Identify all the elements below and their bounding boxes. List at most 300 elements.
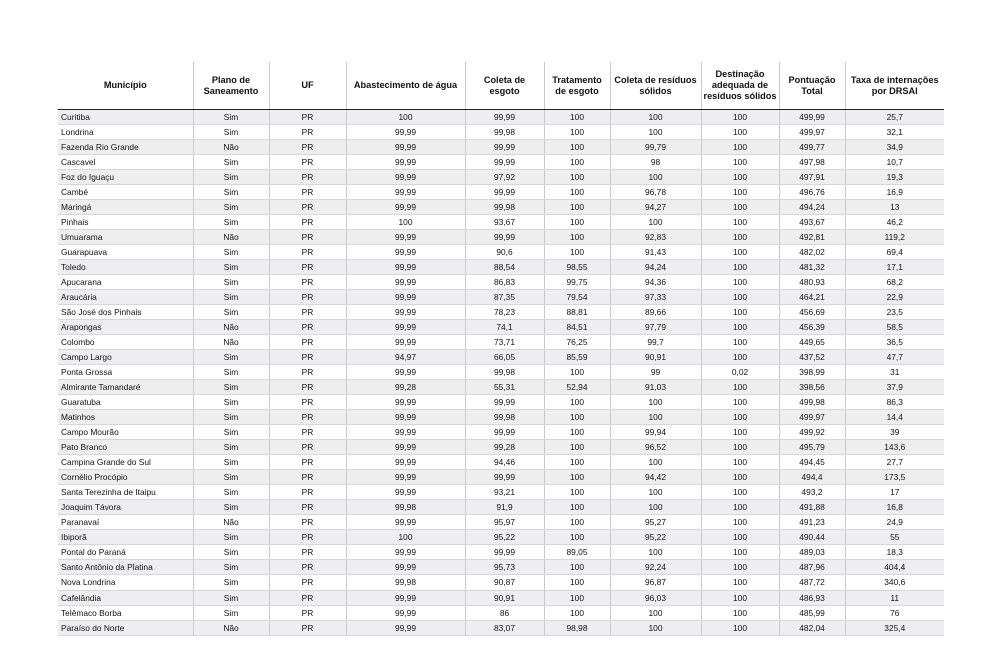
column-header: UF bbox=[269, 62, 346, 110]
table-cell: 96,78 bbox=[610, 185, 701, 200]
table-cell: 99,99 bbox=[465, 230, 544, 245]
table-cell: 99,99 bbox=[346, 440, 465, 455]
table-cell: 398,99 bbox=[779, 365, 845, 380]
municipality-cell: Toledo bbox=[58, 260, 193, 275]
table-cell: Não bbox=[193, 140, 269, 155]
table-cell: 100 bbox=[701, 350, 779, 365]
table-cell: 100 bbox=[610, 395, 701, 410]
table-cell: 100 bbox=[544, 530, 610, 545]
table-cell: 92,24 bbox=[610, 560, 701, 575]
table-cell: PR bbox=[269, 560, 346, 575]
municipality-cell: Londrina bbox=[58, 125, 193, 140]
table-cell: 16,8 bbox=[845, 500, 944, 515]
municipality-cell: Nova Londrina bbox=[58, 575, 193, 590]
table-row bbox=[58, 320, 944, 335]
table-cell: 36,5 bbox=[845, 335, 944, 350]
table-cell: 31 bbox=[845, 365, 944, 380]
table-cell: 99,99 bbox=[346, 470, 465, 485]
table-cell: 85,59 bbox=[544, 350, 610, 365]
table-cell: PR bbox=[269, 470, 346, 485]
table-cell: PR bbox=[269, 365, 346, 380]
table-cell: 100 bbox=[610, 455, 701, 470]
table-cell: 99,99 bbox=[465, 185, 544, 200]
table-cell: 87,35 bbox=[465, 290, 544, 305]
table-cell: 23,5 bbox=[845, 305, 944, 320]
table-cell: 464,21 bbox=[779, 290, 845, 305]
table-cell: 487,96 bbox=[779, 560, 845, 575]
table-row bbox=[58, 485, 944, 500]
table-cell: 100 bbox=[544, 155, 610, 170]
table-header-row bbox=[58, 62, 944, 110]
table-cell: 100 bbox=[610, 170, 701, 185]
table-cell: 499,92 bbox=[779, 425, 845, 440]
table-cell: 99,99 bbox=[346, 620, 465, 635]
table-cell: 10,7 bbox=[845, 155, 944, 170]
table-cell: 25,7 bbox=[845, 110, 944, 125]
municipality-cell: Campina Grande do Sul bbox=[58, 455, 193, 470]
table-cell: 74,1 bbox=[465, 320, 544, 335]
municipality-cell: Pinhais bbox=[58, 215, 193, 230]
table-cell: 100 bbox=[701, 485, 779, 500]
table-row bbox=[58, 200, 944, 215]
table-cell: 76 bbox=[845, 605, 944, 620]
table-cell: 100 bbox=[544, 110, 610, 125]
municipality-cell: Matinhos bbox=[58, 410, 193, 425]
table-cell: 86 bbox=[465, 605, 544, 620]
table-cell: 100 bbox=[544, 365, 610, 380]
table-cell: 100 bbox=[701, 275, 779, 290]
table-cell: 99,99 bbox=[346, 545, 465, 560]
table-cell: 69,4 bbox=[845, 245, 944, 260]
table-cell: 100 bbox=[701, 425, 779, 440]
table-cell: 456,39 bbox=[779, 320, 845, 335]
table-row bbox=[58, 425, 944, 440]
table-cell: 100 bbox=[701, 185, 779, 200]
table-cell: 100 bbox=[701, 575, 779, 590]
table-row bbox=[58, 140, 944, 155]
column-header: Abastecimento de água bbox=[346, 62, 465, 110]
table-cell: 398,56 bbox=[779, 380, 845, 395]
table-cell: 93,67 bbox=[465, 215, 544, 230]
table-cell: PR bbox=[269, 440, 346, 455]
table-row bbox=[58, 590, 944, 605]
table-cell: 99,98 bbox=[465, 410, 544, 425]
table-cell: 78,23 bbox=[465, 305, 544, 320]
table-cell: 100 bbox=[701, 170, 779, 185]
table-cell: 489,03 bbox=[779, 545, 845, 560]
municipality-cell: Cornélio Procópio bbox=[58, 470, 193, 485]
table-cell: 490,44 bbox=[779, 530, 845, 545]
table-cell: 100 bbox=[701, 215, 779, 230]
table-cell: 95,97 bbox=[465, 515, 544, 530]
municipality-cell: Umuarama bbox=[58, 230, 193, 245]
table-cell: PR bbox=[269, 380, 346, 395]
table-cell: 143,6 bbox=[845, 440, 944, 455]
table-cell: PR bbox=[269, 140, 346, 155]
table-cell: 496,76 bbox=[779, 185, 845, 200]
table-cell: 52,94 bbox=[544, 380, 610, 395]
municipality-cell: Arapongas bbox=[58, 320, 193, 335]
table-cell: 100 bbox=[701, 290, 779, 305]
table-cell: 100 bbox=[701, 260, 779, 275]
table-cell: Não bbox=[193, 320, 269, 335]
table-cell: 499,98 bbox=[779, 395, 845, 410]
table-cell: 100 bbox=[701, 335, 779, 350]
table-cell: PR bbox=[269, 545, 346, 560]
table-cell: 100 bbox=[701, 455, 779, 470]
table-cell: 96,87 bbox=[610, 575, 701, 590]
table-row bbox=[58, 260, 944, 275]
table-cell: 100 bbox=[610, 125, 701, 140]
table-cell: 99,99 bbox=[346, 425, 465, 440]
table-cell: 100 bbox=[544, 440, 610, 455]
table-cell: Sim bbox=[193, 560, 269, 575]
table-row bbox=[58, 560, 944, 575]
municipality-cell: Almirante Tamandaré bbox=[58, 380, 193, 395]
table-cell: 98,98 bbox=[544, 620, 610, 635]
table-cell: Sim bbox=[193, 605, 269, 620]
table-cell: 100 bbox=[701, 140, 779, 155]
column-header: Coleta de esgoto bbox=[465, 62, 544, 110]
table-cell: 100 bbox=[610, 215, 701, 230]
table-cell: PR bbox=[269, 290, 346, 305]
table-cell: 46,2 bbox=[845, 215, 944, 230]
table-cell: 487,72 bbox=[779, 575, 845, 590]
table-cell: PR bbox=[269, 455, 346, 470]
table-cell: 99,99 bbox=[346, 455, 465, 470]
table-cell: Sim bbox=[193, 410, 269, 425]
table-cell: PR bbox=[269, 575, 346, 590]
table-cell: PR bbox=[269, 320, 346, 335]
table-cell: 98 bbox=[610, 155, 701, 170]
table-cell: 99,99 bbox=[346, 170, 465, 185]
table-cell: 493,2 bbox=[779, 485, 845, 500]
table-cell: 100 bbox=[701, 440, 779, 455]
table-cell: 100 bbox=[701, 200, 779, 215]
municipality-cell: Cascavel bbox=[58, 155, 193, 170]
table-cell: 99,99 bbox=[346, 395, 465, 410]
table-cell: Sim bbox=[193, 305, 269, 320]
table-cell: 482,04 bbox=[779, 620, 845, 635]
table-row bbox=[58, 530, 944, 545]
table-cell: 99,99 bbox=[465, 110, 544, 125]
table-cell: PR bbox=[269, 200, 346, 215]
table-cell: 449,65 bbox=[779, 335, 845, 350]
table-cell: 37,9 bbox=[845, 380, 944, 395]
municipality-cell: Pontal do Paraná bbox=[58, 545, 193, 560]
table-cell: 100 bbox=[346, 110, 465, 125]
table-cell: 100 bbox=[544, 455, 610, 470]
table-cell: 99,99 bbox=[346, 275, 465, 290]
table-cell: 340,6 bbox=[845, 575, 944, 590]
table-cell: 99,99 bbox=[346, 365, 465, 380]
municipality-cell: Joaquim Távora bbox=[58, 500, 193, 515]
table-cell: 99 bbox=[610, 365, 701, 380]
table-cell: 100 bbox=[701, 245, 779, 260]
table-cell: 99,99 bbox=[465, 395, 544, 410]
table-row bbox=[58, 185, 944, 200]
municipality-cell: Campo Largo bbox=[58, 350, 193, 365]
table-cell: PR bbox=[269, 185, 346, 200]
municipality-cell: Paranavaí bbox=[58, 515, 193, 530]
table-cell: Sim bbox=[193, 200, 269, 215]
table-cell: 100 bbox=[544, 560, 610, 575]
column-header: Pontuação Total bbox=[779, 62, 845, 110]
table-cell: 499,97 bbox=[779, 125, 845, 140]
table-cell: 94,97 bbox=[346, 350, 465, 365]
table-cell: 90,91 bbox=[465, 590, 544, 605]
table-cell: 99,99 bbox=[346, 305, 465, 320]
table-cell: Sim bbox=[193, 155, 269, 170]
municipality-cell: Telêmaco Borba bbox=[58, 605, 193, 620]
table-cell: 58,5 bbox=[845, 320, 944, 335]
table-cell: 456,69 bbox=[779, 305, 845, 320]
table-row bbox=[58, 515, 944, 530]
table-cell: 404,4 bbox=[845, 560, 944, 575]
table-cell: 47,7 bbox=[845, 350, 944, 365]
municipality-cell: Ibiporã bbox=[58, 530, 193, 545]
table-cell: PR bbox=[269, 230, 346, 245]
municipality-cell: Cambé bbox=[58, 185, 193, 200]
column-header: Coleta de resíduos sólidos bbox=[610, 62, 701, 110]
table-row bbox=[58, 455, 944, 470]
table-cell: 482,02 bbox=[779, 245, 845, 260]
municipality-cell: Guarapuava bbox=[58, 245, 193, 260]
column-header: Taxa de internações por DRSAI bbox=[845, 62, 944, 110]
table-cell: Sim bbox=[193, 125, 269, 140]
table-cell: 492,81 bbox=[779, 230, 845, 245]
table-cell: PR bbox=[269, 530, 346, 545]
table-cell: 99,99 bbox=[346, 485, 465, 500]
table-cell: 100 bbox=[544, 605, 610, 620]
table-cell: 100 bbox=[544, 575, 610, 590]
table-cell: PR bbox=[269, 335, 346, 350]
table-row bbox=[58, 605, 944, 620]
table-cell: 13 bbox=[845, 200, 944, 215]
table-cell: 97,92 bbox=[465, 170, 544, 185]
table-row bbox=[58, 440, 944, 455]
table-row bbox=[58, 395, 944, 410]
table-cell: 55 bbox=[845, 530, 944, 545]
table-cell: PR bbox=[269, 245, 346, 260]
table-cell: 66,05 bbox=[465, 350, 544, 365]
table-cell: 73,71 bbox=[465, 335, 544, 350]
table-cell: 95,22 bbox=[465, 530, 544, 545]
table-cell: 499,99 bbox=[779, 110, 845, 125]
table-cell: 99,99 bbox=[346, 605, 465, 620]
table-cell: PR bbox=[269, 305, 346, 320]
table-cell: Sim bbox=[193, 290, 269, 305]
table-cell: Sim bbox=[193, 350, 269, 365]
table-cell: Sim bbox=[193, 110, 269, 125]
table-cell: PR bbox=[269, 260, 346, 275]
municipality-cell: Santa Terezinha de Itaipu bbox=[58, 485, 193, 500]
table-cell: 100 bbox=[544, 140, 610, 155]
table-cell: 99,99 bbox=[346, 200, 465, 215]
table-cell: 99,28 bbox=[346, 380, 465, 395]
table-row bbox=[58, 275, 944, 290]
table-cell: 480,93 bbox=[779, 275, 845, 290]
table-cell: 100 bbox=[701, 320, 779, 335]
table-row bbox=[58, 380, 944, 395]
table-cell: PR bbox=[269, 350, 346, 365]
table-cell: 96,52 bbox=[610, 440, 701, 455]
table-cell: Não bbox=[193, 335, 269, 350]
municipality-cell: Santo Antônio da Platina bbox=[58, 560, 193, 575]
table-cell: 100 bbox=[701, 110, 779, 125]
table-cell: 14,4 bbox=[845, 410, 944, 425]
table-cell: 100 bbox=[544, 170, 610, 185]
table-cell: 437,52 bbox=[779, 350, 845, 365]
table-cell: PR bbox=[269, 215, 346, 230]
table-row bbox=[58, 155, 944, 170]
table-cell: 100 bbox=[610, 545, 701, 560]
table-cell: 100 bbox=[610, 605, 701, 620]
table-row bbox=[58, 575, 944, 590]
table-cell: 99,99 bbox=[346, 335, 465, 350]
table-cell: 100 bbox=[544, 500, 610, 515]
table-cell: 100 bbox=[610, 410, 701, 425]
table-cell: PR bbox=[269, 410, 346, 425]
table-cell: PR bbox=[269, 605, 346, 620]
table-cell: 24,9 bbox=[845, 515, 944, 530]
table-cell: Sim bbox=[193, 530, 269, 545]
table-cell: 100 bbox=[544, 245, 610, 260]
table-cell: 89,66 bbox=[610, 305, 701, 320]
table-cell: 99,99 bbox=[346, 290, 465, 305]
table-cell: 68,2 bbox=[845, 275, 944, 290]
table-cell: Não bbox=[193, 515, 269, 530]
table-row bbox=[58, 350, 944, 365]
table-cell: PR bbox=[269, 125, 346, 140]
table-row bbox=[58, 470, 944, 485]
table-cell: 100 bbox=[544, 185, 610, 200]
municipality-cell: São José dos Pinhais bbox=[58, 305, 193, 320]
table-cell: 493,67 bbox=[779, 215, 845, 230]
table-cell: 99,94 bbox=[610, 425, 701, 440]
table-cell: 100 bbox=[544, 200, 610, 215]
table-cell: PR bbox=[269, 170, 346, 185]
municipality-cell: Fazenda Rio Grande bbox=[58, 140, 193, 155]
table-cell: Sim bbox=[193, 470, 269, 485]
table-cell: PR bbox=[269, 515, 346, 530]
column-header: Município bbox=[58, 62, 193, 110]
table-cell: 486,93 bbox=[779, 590, 845, 605]
table-cell: 16,9 bbox=[845, 185, 944, 200]
table-cell: Sim bbox=[193, 545, 269, 560]
column-header: Tratamento de esgoto bbox=[544, 62, 610, 110]
table-cell: Sim bbox=[193, 395, 269, 410]
table-cell: 76,25 bbox=[544, 335, 610, 350]
table-cell: 99,75 bbox=[544, 275, 610, 290]
table-cell: PR bbox=[269, 155, 346, 170]
municipality-cell: Ponta Grossa bbox=[58, 365, 193, 380]
table-cell: 100 bbox=[610, 110, 701, 125]
table-cell: 92,83 bbox=[610, 230, 701, 245]
table-cell: 100 bbox=[701, 620, 779, 635]
table-cell: 79,54 bbox=[544, 290, 610, 305]
table-cell: 99,98 bbox=[465, 125, 544, 140]
table-cell: 100 bbox=[544, 215, 610, 230]
municipality-cell: Apucarana bbox=[58, 275, 193, 290]
table-cell: 86,83 bbox=[465, 275, 544, 290]
table-cell: 95,27 bbox=[610, 515, 701, 530]
municipality-cell: Foz do Iguaçu bbox=[58, 170, 193, 185]
table-row bbox=[58, 170, 944, 185]
table-cell: 99,79 bbox=[610, 140, 701, 155]
table-row bbox=[58, 215, 944, 230]
table-cell: 173,5 bbox=[845, 470, 944, 485]
table-cell: 99,99 bbox=[346, 320, 465, 335]
table-cell: 17,1 bbox=[845, 260, 944, 275]
municipality-cell: Paraíso do Norte bbox=[58, 620, 193, 635]
table-cell: 99,99 bbox=[465, 545, 544, 560]
table-cell: 100 bbox=[544, 515, 610, 530]
table-cell: 99,99 bbox=[346, 410, 465, 425]
table-row bbox=[58, 335, 944, 350]
municipality-cell: Pato Branco bbox=[58, 440, 193, 455]
table-row bbox=[58, 410, 944, 425]
table-cell: 99,7 bbox=[610, 335, 701, 350]
table-cell: 100 bbox=[544, 590, 610, 605]
table-cell: 99,99 bbox=[346, 560, 465, 575]
table-cell: 499,77 bbox=[779, 140, 845, 155]
municipality-cell: Guaratuba bbox=[58, 395, 193, 410]
table-cell: 99,99 bbox=[346, 590, 465, 605]
table-cell: 91,9 bbox=[465, 500, 544, 515]
municipality-cell: Campo Mourão bbox=[58, 425, 193, 440]
table-cell: 84,51 bbox=[544, 320, 610, 335]
column-header: Destinação adequada de resíduos sólidos bbox=[701, 62, 779, 110]
table-cell: 99,99 bbox=[346, 245, 465, 260]
table-cell: Sim bbox=[193, 245, 269, 260]
table-cell: 100 bbox=[701, 230, 779, 245]
table-cell: 88,54 bbox=[465, 260, 544, 275]
table-cell: 100 bbox=[610, 620, 701, 635]
table-cell: Sim bbox=[193, 485, 269, 500]
table-cell: 88,81 bbox=[544, 305, 610, 320]
table-cell: 94,46 bbox=[465, 455, 544, 470]
table-cell: 99,99 bbox=[465, 140, 544, 155]
table-cell: 99,98 bbox=[465, 200, 544, 215]
table-cell: 86,3 bbox=[845, 395, 944, 410]
table-cell: 99,98 bbox=[346, 500, 465, 515]
table-row bbox=[58, 500, 944, 515]
table-cell: 100 bbox=[610, 500, 701, 515]
table-cell: Sim bbox=[193, 590, 269, 605]
document-sheet bbox=[58, 62, 944, 636]
table-cell: 100 bbox=[544, 395, 610, 410]
table-cell: PR bbox=[269, 275, 346, 290]
table-cell: 99,99 bbox=[465, 425, 544, 440]
table-cell: 485,99 bbox=[779, 605, 845, 620]
table-cell: Sim bbox=[193, 440, 269, 455]
municipality-cell: Curitiba bbox=[58, 110, 193, 125]
table-cell: 100 bbox=[701, 410, 779, 425]
table-cell: PR bbox=[269, 110, 346, 125]
sanitation-table bbox=[58, 62, 944, 636]
table-cell: Não bbox=[193, 620, 269, 635]
table-cell: 100 bbox=[346, 215, 465, 230]
table-cell: 499,97 bbox=[779, 410, 845, 425]
table-cell: 100 bbox=[701, 590, 779, 605]
table-cell: 89,05 bbox=[544, 545, 610, 560]
column-header: Plano de Saneamento bbox=[193, 62, 269, 110]
table-cell: PR bbox=[269, 485, 346, 500]
table-cell: 99,99 bbox=[346, 185, 465, 200]
table-cell: 99,28 bbox=[465, 440, 544, 455]
table-cell: 100 bbox=[701, 395, 779, 410]
